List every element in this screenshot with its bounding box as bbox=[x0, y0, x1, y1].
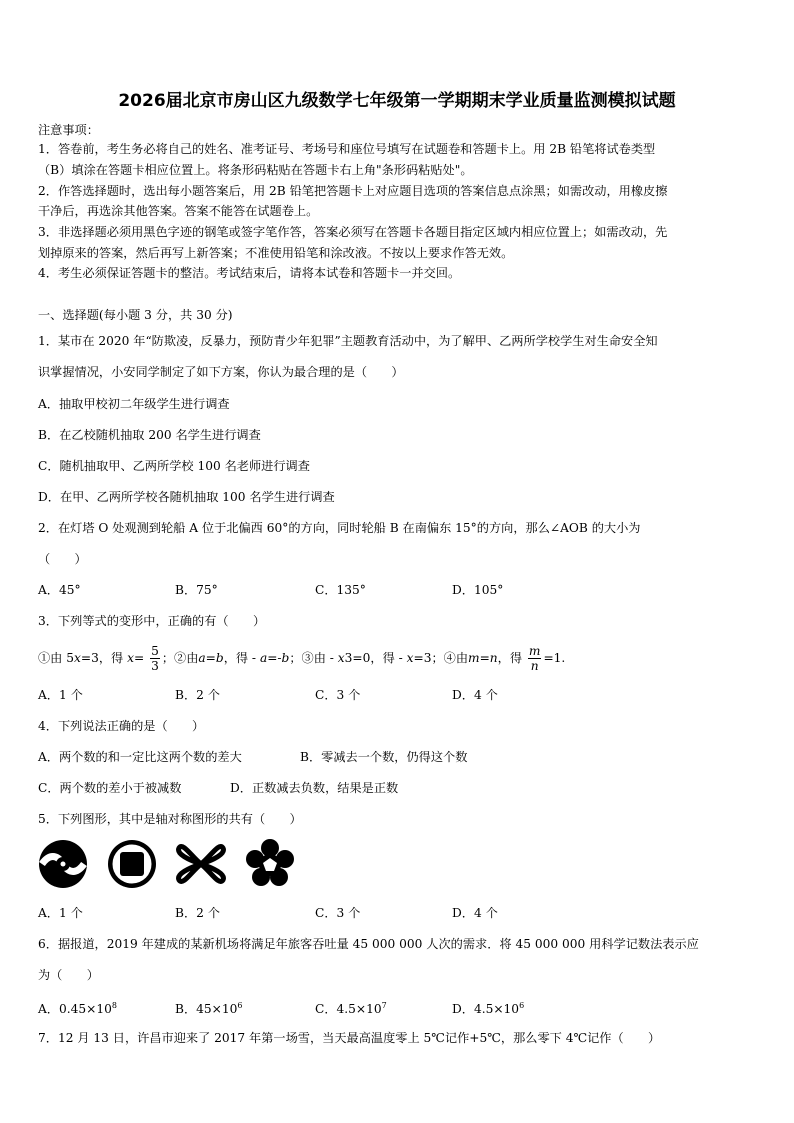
question-6-stem: 6．据报道，2019 年建成的某新机场将满足年旅客吞吐量 45 000 000 人次的需求．将 45 000 000 用科学记数法表示应 bbox=[38, 937, 699, 951]
question-4-option-a: A．两个数的和一定比这两个数的差大 bbox=[38, 750, 242, 764]
square-coin-icon bbox=[106, 838, 158, 890]
fraction-m-over-n bbox=[528, 644, 542, 673]
question-3-option-c: C．3 个 bbox=[315, 688, 361, 702]
q3-text: ，得 bbox=[497, 651, 523, 665]
question-3-stem: 3．下列等式的变形中，正确的有（ ） bbox=[38, 614, 266, 628]
section-heading: 一、选择题(每小题 3 分，共 30 分) bbox=[38, 308, 233, 322]
question-2-option-a: A．45° bbox=[38, 583, 81, 597]
question-6-stem-cont: 为（ ） bbox=[38, 968, 99, 982]
fraction-numerator: m bbox=[528, 644, 541, 658]
question-6-option-d bbox=[452, 998, 524, 1017]
question-4-option-b: B．零减去一个数，仍得这个数 bbox=[300, 750, 468, 764]
question-4-option-d: D．正数减去负数，结果是正数 bbox=[230, 781, 399, 795]
question-1-stem: 1．某市在 2020 年“防欺凌，反暴力，预防青少年犯罪”主题教育活动中，为了解甲、乙两所学校学生对生命安全知 bbox=[38, 334, 658, 348]
notice-line: 2．作答选择题时，选出每小题答案后，用 2B 铅笔把答题卡上对应题目选项的答案信息点涂黑；如需改动，用橡皮擦 bbox=[38, 184, 668, 198]
question-2-stem: 2．在灯塔 O 处观测到轮船 A 位于北偏西 60°的方向，同时轮船 B 在南偏东 15°的方向，那么∠AOB 的大小为 bbox=[38, 521, 641, 535]
question-3-option-a: A．1 个 bbox=[38, 688, 83, 702]
q3-text: =3；④由 bbox=[413, 651, 469, 665]
fraction-denominator: n bbox=[530, 659, 539, 673]
question-2-option-b: B．75° bbox=[175, 583, 218, 597]
fraction-numerator: 5 bbox=[151, 644, 159, 658]
q3-text: =1. bbox=[543, 651, 566, 665]
notice-line: （B）填涂在答题卡相应位置上。将条形码粘贴在答题卡右上角"条形码粘贴处"。 bbox=[38, 163, 473, 177]
question-1-stem-cont: 识掌握情况，小安同学制定了如下方案，你认为最合理的是（ ） bbox=[38, 365, 404, 379]
question-1-option-d: D．在甲、乙两所学校各随机抽取 100 名学生进行调查 bbox=[38, 490, 335, 504]
question-1-option-c: C．随机抽取甲、乙两所学校 100 名老师进行调查 bbox=[38, 459, 310, 473]
notice-line: 干净后，再选涂其他答案。答案不能答在试题卷上。 bbox=[38, 204, 319, 218]
question-5-stem: 5．下列图形，其中是轴对称图形的共有（ ） bbox=[38, 812, 302, 826]
knot-icon bbox=[175, 838, 227, 890]
q3-text: ①由 5 bbox=[38, 651, 75, 665]
q3-text: ，得 - bbox=[223, 651, 260, 665]
q3-var: x bbox=[74, 651, 81, 665]
option-base: B．45×10 bbox=[175, 1002, 238, 1017]
option-exponent: 8 bbox=[111, 1001, 117, 1010]
option-exponent: 6 bbox=[519, 1001, 525, 1010]
question-3-option-d: D．4 个 bbox=[452, 688, 498, 702]
question-4-option-c: C．两个数的差小于被减数 bbox=[38, 781, 182, 795]
q3-text: =3，得 bbox=[80, 651, 124, 665]
notice-heading: 注意事项： bbox=[38, 123, 99, 137]
q3-var: x bbox=[337, 651, 345, 665]
notice-line: 划掉原来的答案，然后再写上新答案；不准使用铅笔和涂改液。不按以上要求作答无效。 bbox=[38, 246, 514, 260]
q3-text: ；③由 - bbox=[289, 651, 338, 665]
question-3-option-b: B．2 个 bbox=[175, 688, 220, 702]
question-6-option-c bbox=[315, 998, 387, 1017]
question-2-option-c: C．135° bbox=[315, 583, 366, 597]
question-5-option-b: B．2 个 bbox=[175, 906, 220, 920]
question-1-option-a: A．抽取甲校初二年级学生进行调查 bbox=[38, 397, 230, 411]
q3-text: = bbox=[133, 651, 145, 665]
q3-text: 3=0，得 - bbox=[344, 651, 407, 665]
question-5-option-c: C．3 个 bbox=[315, 906, 361, 920]
q3-var: x bbox=[127, 651, 134, 665]
notice-line: 3．非选择题必须用黑色字迹的钢笔或签字笔作答，答案必须写在答题卡各题目指定区域内相应位置上；如需改动，先 bbox=[38, 225, 668, 239]
q3-var: a=-b bbox=[259, 651, 290, 665]
question-5-option-a: A．1 个 bbox=[38, 906, 83, 920]
notice-line: 1．答卷前，考生务必将自己的姓名、准考证号、考场号和座位号填写在试题卷和答题卡上。用 2B 铅笔将试卷类型 bbox=[38, 142, 656, 156]
q3-var: m=n bbox=[468, 651, 498, 665]
question-3-statements bbox=[38, 640, 565, 676]
page-title: 2026届北京市房山区九级数学七年级第一学期期末学业质量监测模拟试题 bbox=[118, 91, 676, 111]
q3-text: ；②由 bbox=[161, 651, 199, 665]
question-4-stem: 4．下列说法正确的是（ ） bbox=[38, 719, 205, 733]
question-2-stem-cont: （ ） bbox=[38, 552, 87, 566]
option-base: D．4.5×10 bbox=[452, 1002, 520, 1017]
question-7-stem: 7．12 月 13 日，许昌市迎来了 2017 年第一场雪，当天最高温度零上 5℃记作+5℃，那么零下 4℃记作（ ） bbox=[38, 1031, 661, 1045]
option-base: A．0.45×10 bbox=[38, 1002, 112, 1017]
option-base: C．4.5×10 bbox=[315, 1002, 382, 1017]
yin-yang-icon bbox=[37, 838, 89, 890]
option-exponent: 6 bbox=[237, 1001, 243, 1010]
fraction-denominator: 3 bbox=[151, 659, 159, 673]
question-6-option-a bbox=[38, 998, 117, 1017]
question-5-option-d: D．4 个 bbox=[452, 906, 498, 920]
question-2-option-d: D．105° bbox=[452, 583, 504, 597]
flower-icon bbox=[244, 838, 296, 890]
notice-line: 4．考生必须保证答题卡的整洁。考试结束后，请将本试卷和答题卡一并交回。 bbox=[38, 266, 461, 280]
option-exponent: 7 bbox=[381, 1001, 387, 1010]
q3-var: a=b bbox=[198, 651, 224, 665]
q3-var: x bbox=[406, 651, 414, 665]
question-6-option-b bbox=[175, 998, 242, 1017]
question-1-option-b: B．在乙校随机抽取 200 名学生进行调查 bbox=[38, 428, 261, 442]
fraction-five-thirds bbox=[150, 644, 160, 673]
